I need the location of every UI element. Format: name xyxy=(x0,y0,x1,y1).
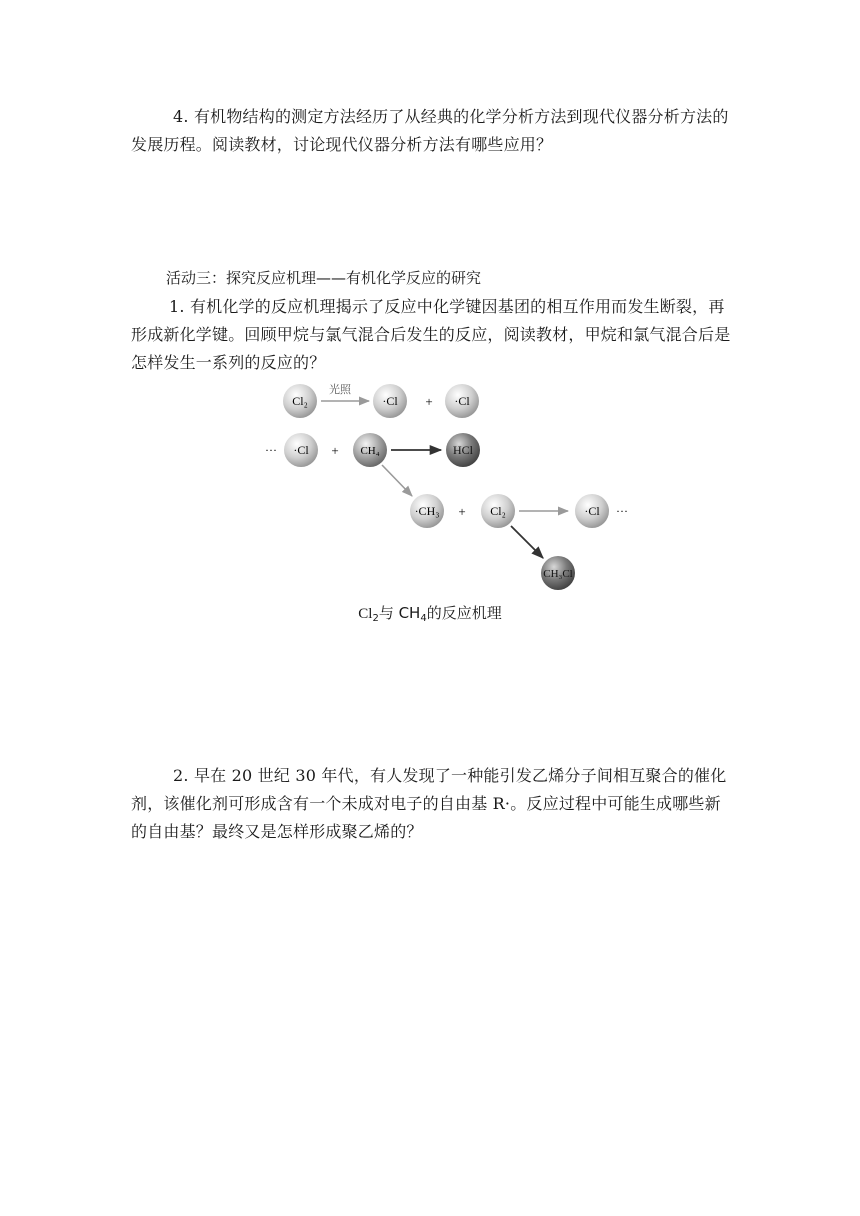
cl2-label-a: Cl₂ xyxy=(292,394,308,408)
plus-2: + xyxy=(331,443,339,458)
ch3-arrow xyxy=(382,465,412,496)
caption-end: 的反应机理 xyxy=(426,604,502,622)
light-arrow-label: 光照 xyxy=(329,384,351,396)
ch4-label: CH₄ xyxy=(360,445,380,457)
cl-radical-label-2: ·Cl xyxy=(454,394,470,408)
caption-middle: 与 CH xyxy=(378,604,421,622)
ellipsis-left: ··· xyxy=(265,443,277,457)
ch3cl-arrow xyxy=(511,526,543,558)
cl-radical-label-4: ·Cl xyxy=(584,504,600,518)
cl-radical-label-3: ·Cl xyxy=(293,443,309,457)
caption-cl: Cl xyxy=(358,606,373,622)
question-2-text: 2. 早在 20 世纪 30 年代，有人发现了一种能引发乙烯分子间相互聚合的催化剂，该催化剂可形成含有一个未成对电子的自由基 R·。反应过程中可能生成哪些新的自由基？最终又是怎样形成聚乙烯的？ xyxy=(131,766,727,841)
ellipsis-right: ··· xyxy=(616,504,628,518)
caption-sub-2: 2 xyxy=(372,613,379,624)
caption-sub-4: 4 xyxy=(420,613,427,624)
cl-radical-label-1: ·Cl xyxy=(382,394,398,408)
activity-3-heading: 活动三：探究反应机理——有机化学反应的研究 xyxy=(166,269,482,287)
question-4-text: 4. 有机物结构的测定方法经历了从经典的化学分析方法到现代仪器分析方法的发展历程。阅读教材，讨论现代仪器分析方法有哪些应用？ xyxy=(131,107,729,154)
hcl-label: HCl xyxy=(452,443,474,457)
ch3cl-label: CH₃Cl xyxy=(543,568,573,580)
plus-3: + xyxy=(458,504,466,519)
question-2 xyxy=(131,762,731,846)
diagram-caption xyxy=(0,602,860,623)
question-1-text: 1. 有机化学的反应机理揭示了反应中化学键因基团的相互作用而发生断裂，再形成新化学键。回顾甲烷与氯气混合后发生的反应，阅读教材，甲烷和氯气混合后是怎样发生一系列的反应的？ xyxy=(131,297,731,372)
ch3-radical-label: ·CH₃ xyxy=(414,504,440,518)
cl2-label-b: Cl₂ xyxy=(490,504,506,518)
plus-1: + xyxy=(425,394,433,409)
